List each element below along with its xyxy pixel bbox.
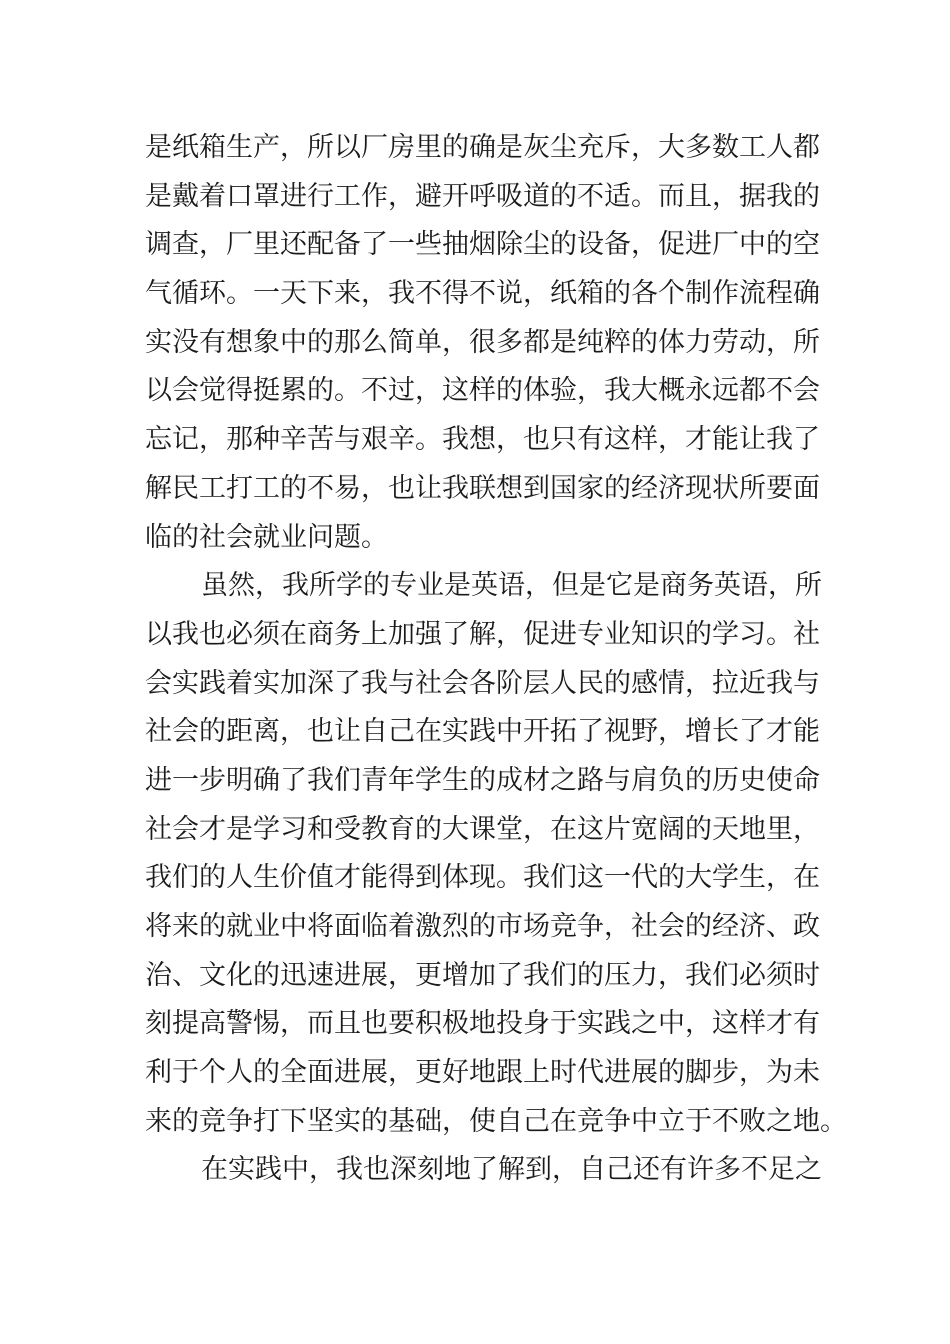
text-line: 忘记，那种辛苦与艰辛。我想，也只有这样，才能让我了	[145, 424, 820, 456]
text-line: 进一步明确了我们青年学生的成材之路与肩负的历史使命	[145, 764, 820, 796]
text-line: 是纸箱生产，所以厂房里的确是灰尘充斥，大多数工人都	[145, 132, 820, 163]
text-line: 将来的就业中将面临着激烈的市场竞争，社会的经济、政	[145, 911, 820, 942]
text-line: 解民工打工的不易，也让我联想到国家的经济现状所要面	[145, 472, 820, 504]
text-line: 以会觉得挺累的。不过，这样的体验，我大概永远都不会	[145, 375, 820, 407]
paragraph-first-line: 虽然，我所学的专业是英语，但是它是商务英语，所	[201, 570, 822, 602]
text-line: 调查，厂里还配备了一些抽烟除尘的设备，促进厂中的空	[145, 229, 820, 261]
text-line: 治、文化的迅速进展，更增加了我们的压力，我们必须时	[145, 959, 820, 991]
text-line: 刻提高警惕，而且也要积极地投身于实践之中，这样才有	[145, 1008, 820, 1040]
text-line: 来的竞争打下坚实的基础，使自己在竞争中立于不败之地。	[145, 1105, 847, 1137]
text-line: 社会才是学习和受教育的大课堂，在这片宽阔的天地里，	[145, 813, 820, 845]
text-line: 利于个人的全面进展，更好地跟上时代进展的脚步，为未	[145, 1057, 820, 1089]
document-body-text	[145, 124, 847, 1195]
text-line: 气循环。一天下来，我不得不说，纸箱的各个制作流程确	[145, 278, 820, 310]
text-line: 会实践着实加深了我与社会各阶层人民的感情，拉近我与	[145, 667, 820, 699]
text-line: 实没有想象中的那么简单，很多都是纯粹的体力劳动，所	[145, 326, 820, 358]
text-line: 以我也必须在商务上加强了解，促进专业知识的学习。社	[145, 618, 820, 650]
paragraph-first-line: 在实践中，我也深刻地了解到，自己还有许多不足之	[201, 1154, 822, 1186]
text-line: 社会的距离，也让自己在实践中开拓了视野，增长了才能	[145, 716, 820, 748]
text-line: 是戴着口罩进行工作，避开呼吸道的不适。而且，据我的	[145, 180, 820, 212]
text-line: 我们的人生价值才能得到体现。我们这一代的大学生，在	[145, 862, 820, 894]
text-line: 临的社会就业问题。	[145, 521, 388, 553]
